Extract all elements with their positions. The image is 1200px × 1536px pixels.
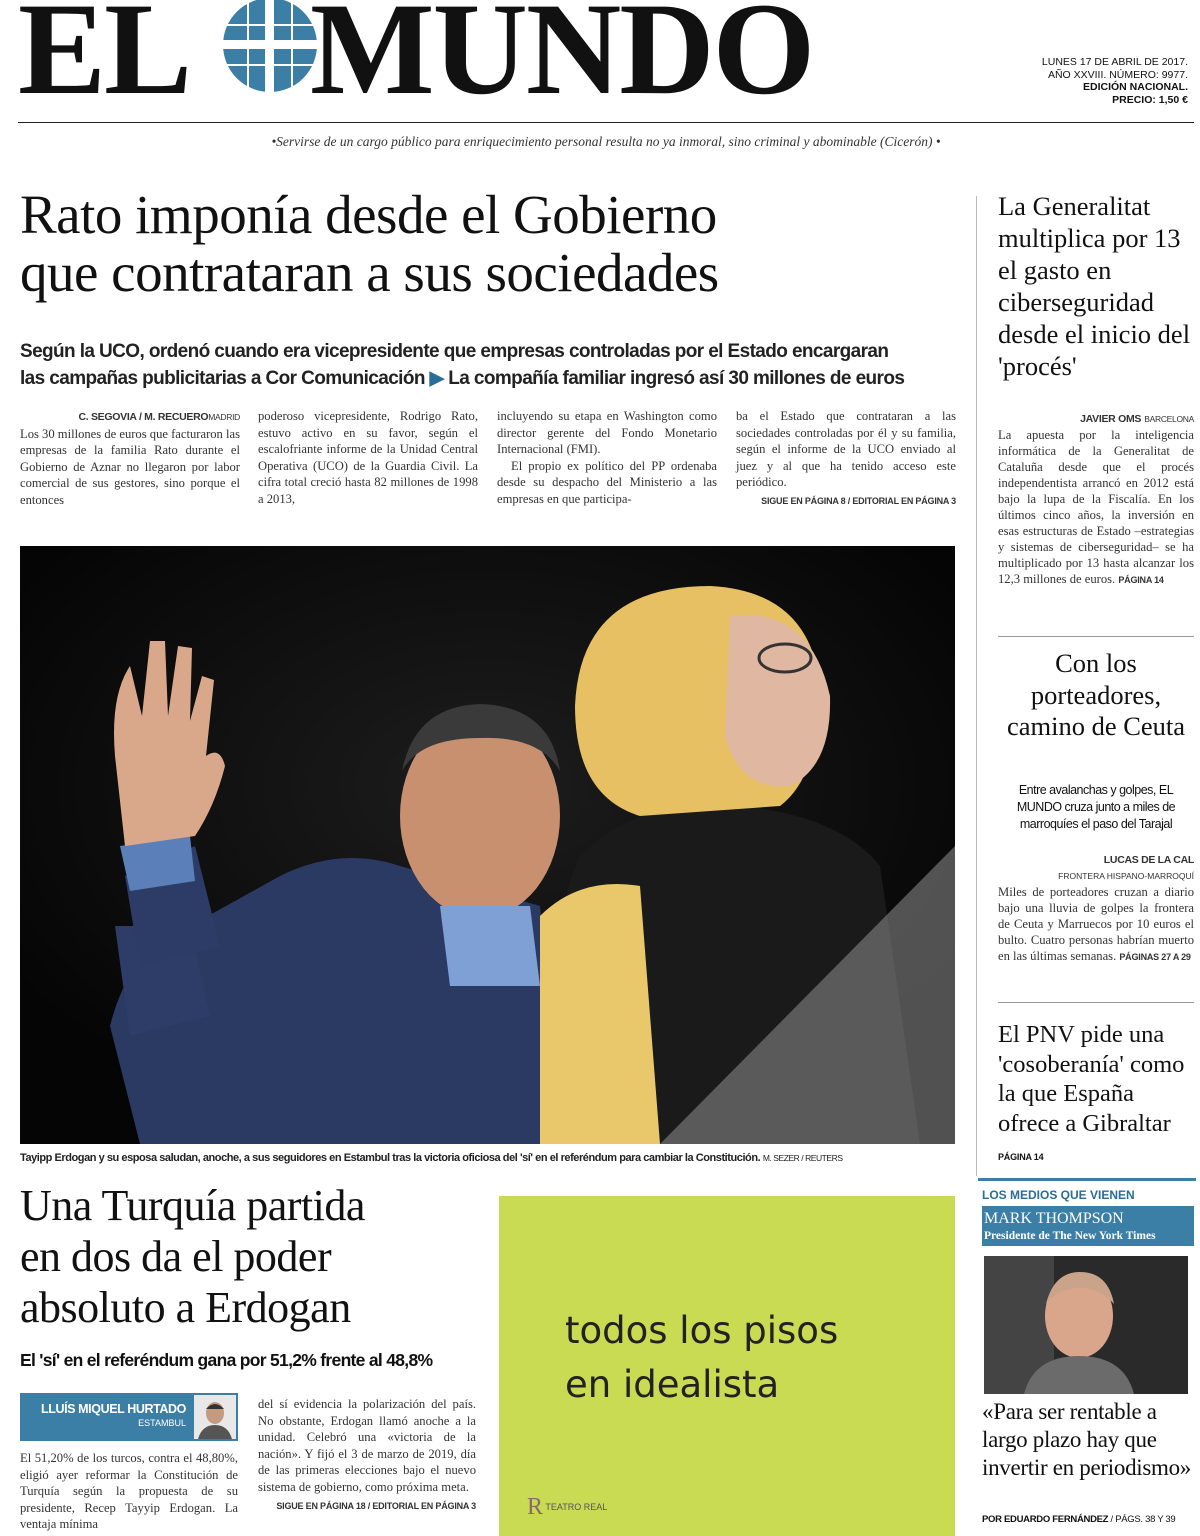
right-story2-headline[interactable]: Con los porteadores, camino de Ceuta: [1006, 648, 1186, 741]
thompson-photo-illustration: [984, 1256, 1188, 1394]
masthead-el: EL: [18, 0, 191, 122]
turkey-column-1: El 51,20% de los turcos, contra el 48,80%, eligió ayer reformar la Constitución de Turquía según la propuesta de su presidente, Recep Tayyip Erdogan. La ventaja mínima: [20, 1451, 238, 1532]
turkey-author-box: [20, 1393, 238, 1441]
medios-top-rule: [978, 1178, 1196, 1181]
teatro-real-logo: [527, 1494, 607, 1521]
masthead-mundo: MUNDO: [310, 0, 814, 122]
story1-byline: JAVIER OMS: [1080, 413, 1142, 425]
right-story2-body: [998, 852, 1194, 965]
story2-body-text: Miles de porteadores cruzan a diario bajo una lluvia de golpes la frontera de Ceuta y Marruecos por 10 euros el bulto. Cuatro personas habrían muerto en las últimas semanas.: [998, 885, 1194, 963]
medios-byline: POR EDUARDO FERNÁNDEZ: [982, 1514, 1109, 1525]
lead-col1-text: Los 30 millones de euros que facturaron las empresas de la familia Rato durante el Gobierno de Aznar no llegaron por labor comercial de sus gestores, sino porque el entonces: [20, 426, 240, 507]
lead-dek-line2a: las campañas publicitarias a Cor Comunicación: [20, 368, 425, 389]
teatro-real-icon: R: [527, 1494, 544, 1520]
turkey-author: LLUÍS MIQUEL HURTADO: [40, 1402, 186, 1416]
medios-role: Presidente de The New York Times: [984, 1230, 1156, 1242]
lead-col3a-text: incluyendo su etapa en Washington como director gerente del Fondo Monetario Internacional (FMI).: [497, 409, 717, 457]
turkey-headline-line1: Una Turquía partida: [20, 1181, 365, 1230]
lead-col4-text: ba el Estado que contrataran a las sociedades controladas por él y su familia, según el informe de la UCO enviado al juez y al que ha tenido acceso este periódico.: [736, 409, 956, 490]
turkey-column-2: [258, 1396, 476, 1514]
turkey-author-place: ESTAMBUL: [138, 1418, 186, 1428]
lead-byline: C. SEGOVIA / M. RECUERO: [78, 411, 209, 423]
turkey-headline-line3: absoluto a Erdogan: [20, 1283, 351, 1332]
issue-number: AÑO XXVIII. NÚMERO: 9977.: [1047, 68, 1188, 81]
medios-label: LOS MEDIOS QUE VIENEN: [982, 1188, 1135, 1202]
turkey-ref[interactable]: SIGUE EN PÁGINA 18 / EDITORIAL EN PÁGINA 3: [276, 1500, 476, 1511]
story3-ref[interactable]: PÁGINA 14: [998, 1152, 1044, 1162]
lead-column-1: [20, 408, 240, 509]
photo-caption: [20, 1152, 955, 1164]
lead-dek-line2b: La compañía familiar ingresó así 30 millones de euros: [448, 368, 905, 389]
turkey-dek: El 'sí' en el referéndum gana por 51,2% frente al 48,8%: [20, 1350, 433, 1370]
lead-photo[interactable]: [20, 546, 955, 1144]
right-rule-1: [998, 636, 1194, 637]
lead-column-4: [736, 408, 956, 510]
photo-credit: M. SEZER / REUTERS: [762, 1153, 843, 1163]
medios-name: MARK THOMPSON: [984, 1210, 1124, 1227]
column-divider: [976, 196, 977, 1176]
right-story2-dek: Entre avalanchas y golpes, EL MUNDO cruza junto a miles de marroquíes el paso del Tarajal: [1016, 783, 1176, 831]
medios-ref[interactable]: / PÁGS. 38 Y 39: [1110, 1514, 1176, 1525]
medios-quote[interactable]: «Para ser rentable a largo plazo hay que invertir en periodismo»: [982, 1399, 1191, 1480]
right-rule-2: [998, 1002, 1194, 1003]
turkey-headline[interactable]: [20, 1180, 490, 1333]
triangle-right-icon: ▶: [429, 368, 444, 389]
medios-footer: [982, 1514, 1196, 1525]
lead-column-2: poderoso vicepresidente, Rodrigo Rato, estuvo activo en su favor, según el escalofriante informe de la Unidad Central Operativa (UCO) de la Guardia Civil. La cifra total creció hasta 82 millones de 1998 a 2013,: [258, 409, 478, 506]
masthead-rule: [18, 122, 1194, 123]
story2-byline: LUCAS DE LA CAL: [1103, 854, 1194, 866]
issue-price: PRECIO: 1,50 €: [1112, 93, 1188, 106]
lead-col3b-text: El propio ex político del PP ordenaba desde su despacho del Ministerio a las empresas en que participa-: [497, 458, 717, 506]
story2-ref[interactable]: PÁGINAS 27 A 29: [1119, 952, 1191, 962]
story3-title: El PNV pide una 'cosoberanía' como la que España ofrece a Gibraltar: [998, 1021, 1185, 1137]
globe-logo-icon: [220, 0, 320, 95]
story1-ref[interactable]: PÁGINA 14: [1118, 575, 1164, 585]
teatro-real-text: TEATRO REAL: [545, 1501, 608, 1512]
lead-headline[interactable]: [20, 186, 970, 302]
lead-column-3: [497, 408, 717, 508]
ad-text: [565, 1304, 838, 1412]
right-story1-body: [998, 410, 1194, 588]
story2-byline-place: FRONTERA HISPANO-MARROQUÍ: [1058, 871, 1194, 881]
ad-line1: todos los pisos: [565, 1309, 839, 1352]
ad-line2: en idealista: [565, 1363, 780, 1406]
author-avatar: [194, 1395, 236, 1439]
story1-body-text: La apuesta por la inteligencia informática de la Generalitat de Cataluña desde que el procés independentista arrancó en 2012 está bajo la lupa de la Fiscalía. En los últimos cinco años, la inversión en esas estructuras de Estado –estrategias y sistemas de ciberseguridad– se ha multiplicado por 13 hasta alcanzar los 12,3 millones de euros.: [998, 428, 1194, 586]
erdogan-photo-illustration: [20, 546, 955, 1144]
lead-dek: [20, 338, 965, 392]
idealista-ad[interactable]: [499, 1196, 955, 1536]
issue-date: LUNES 17 DE ABRIL DE 2017.: [1041, 56, 1188, 68]
thompson-portrait: [984, 1256, 1188, 1394]
turkey-headline-line2: en dos da el poder: [20, 1232, 332, 1281]
masthead-quote: •Servirse de un cargo público para enriquecimiento personal resulta no ya inmoral, sino criminal y abominable (Cicerón) •: [271, 134, 941, 149]
photo-caption-text: Tayipp Erdogan y su esposa saludan, anoche, a sus seguidores en Estambul tras la victoria oficiosa del 'sí' en el referéndum para cambiar la Constitución.: [20, 1152, 761, 1164]
story1-byline-place: BARCELONA: [1144, 414, 1194, 424]
issue-info: [1008, 56, 1188, 106]
lead-headline-line2: que contrataran a sus sociedades: [20, 242, 719, 303]
lead-headline-line1: Rato imponía desde el Gobierno: [20, 184, 717, 245]
lead-ref[interactable]: SIGUE EN PÁGINA 8 / EDITORIAL EN PÁGINA 3: [761, 495, 956, 506]
right-story1-headline[interactable]: La Generalitat multiplica por 13 el gasto en ciberseguridad desde el inicio del 'procés': [998, 191, 1191, 381]
medios-name-box: [982, 1206, 1194, 1246]
issue-edition: EDICIÓN NACIONAL.: [1083, 81, 1188, 93]
right-story3-headline[interactable]: [998, 1020, 1198, 1173]
lead-dek-line1: Según la UCO, ordenó cuando era vicepresidente que empresas controladas por el Estado encargaran: [20, 341, 889, 362]
turkey-col2-text: del sí evidencia la polarización del país. No obstante, Erdogan llamó anoche a la unidad. Celebró una «victoria de la nación». Y fijó el 3 de marzo de 2019, día de las primeras elecciones bajo el nuevo sistema de gobierno, como próxima meta.: [258, 1397, 476, 1494]
lead-byline-place: MADRID: [208, 412, 240, 422]
